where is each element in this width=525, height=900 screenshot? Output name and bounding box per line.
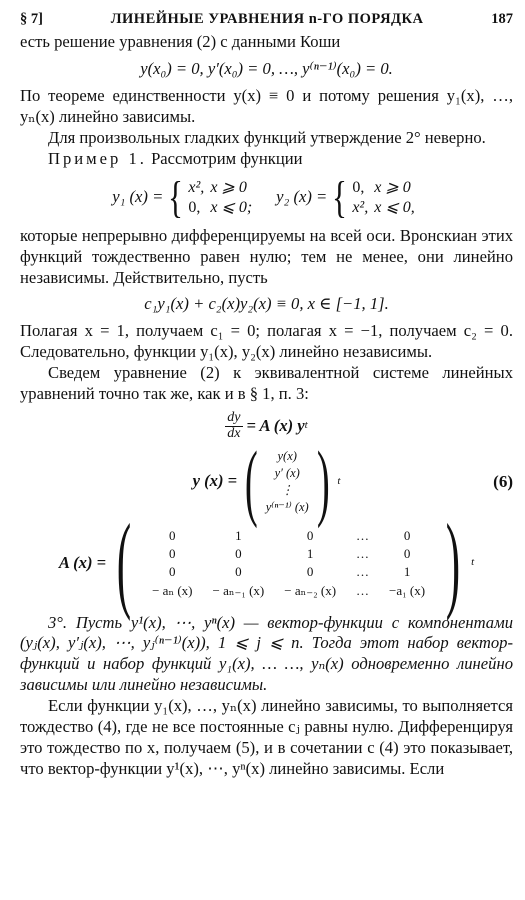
y1-case1-value: x², — [188, 178, 205, 196]
paragraph-2: По теореме единственности y(x) ≡ 0 и потому решения y₁(x), …, yₙ(x) линейно зависимы. — [20, 86, 513, 126]
right-paren: ) — [445, 503, 461, 623]
paragraph-1: есть решение уравнения (2) с данными Коши — [20, 32, 341, 52]
equation-piecewise — [20, 172, 513, 222]
page — [20, 10, 513, 780]
vector-entry: y⁽ⁿ⁻¹⁾ (x) — [265, 499, 309, 514]
matrix-cell: 1 — [403, 564, 411, 580]
matrix-cell: … — [356, 564, 370, 580]
paragraph-3: Для произвольных гладких функций утверждение 2° неверно. — [48, 127, 486, 147]
example-text: Рассмотрим функции — [151, 148, 303, 168]
column-vector — [266, 448, 309, 516]
equation-system — [20, 411, 513, 441]
equation-cauchy: y(x₀) = 0, y′(x₀) = 0, …, y⁽ⁿ⁻¹⁾(x₀) = 0. — [140, 59, 393, 79]
y1-case2-value: 0, — [188, 198, 201, 216]
matrix-cell: 0 — [169, 527, 176, 543]
matrix-cell: 0 — [235, 564, 242, 580]
matrix-cell: 0 — [403, 527, 411, 543]
matrix-cell: 1 — [306, 545, 314, 561]
theorem-3: 3°. Пусть y¹(x), ⋯, yⁿ(x) — вектор-функции с компонентами (yⱼ(x), y′ⱼ(x), ⋯, yⱼ⁽ⁿ⁻¹⁾(x)), 1 ⩽ j ⩽ n. Тогда этот набор вектор-функций и набор функций y₁(x), … …, yₙ(x) одновременно линейно зависимы или линейно независимы. — [20, 612, 513, 695]
left-paren: ( — [116, 503, 132, 623]
fraction-denominator: dx — [227, 425, 241, 441]
piecewise-y2 — [276, 172, 421, 222]
left-paren: ( — [244, 433, 258, 530]
paragraph-6: Сведем уравнение (2) к эквивалентной системе линейных уравнений точно так же, как и в § 1, п. 3: — [20, 363, 513, 404]
left-brace: { — [332, 172, 348, 222]
paragraph-7: Если функции y₁(x), …, yₙ(x) линейно зависимы, то выполняется тождество (4), где не все постоянные cⱼ равны нулю. Дифференцируя это тождество по x, получаем (5), и в сочетании с (4) это показывает, что вектор-функции y¹(x), ⋯, yⁿ(x) линейно зависимы. Если — [20, 696, 513, 778]
paragraph-4: которые непрерывно дифференцируемы на всей оси. Вронскиан этих функций тождественно равен нулю; тем не менее, они линейно независимы. Действительно, пусть — [20, 225, 513, 287]
system-rhs: = A (x) y — [246, 415, 305, 435]
running-title: ЛИНЕЙНЫЕ УРАВНЕНИЯ n-ГО ПОРЯДКА — [110, 11, 424, 27]
matrix-cell: 0 — [306, 527, 314, 543]
right-paren: ) — [316, 433, 330, 530]
matrix-cell: … — [356, 545, 370, 561]
y2-lhs: y₂ (x) = — [276, 187, 328, 207]
example-heading — [20, 149, 513, 170]
matrix-row — [142, 527, 435, 545]
matrix-cell: 0 — [403, 545, 411, 561]
matrix-lhs: A (x) = — [58, 552, 107, 572]
vector-entry: y′ (x) — [274, 465, 300, 480]
matrix-row — [142, 545, 435, 563]
matrix-row — [142, 563, 435, 581]
matrix-cell: 0 — [235, 545, 242, 561]
y1-case1-cond: x ⩾ 0 — [210, 178, 247, 196]
derivative-fraction — [225, 411, 242, 441]
matrix-cell: … — [356, 582, 370, 598]
vector-entry: ⋮ — [280, 482, 294, 497]
matrix-cell: − aₙ₋₁ (x) — [212, 582, 265, 598]
matrix-cell: − aₙ₋₂ (x) — [284, 582, 337, 598]
y2-case2-value: x², — [352, 198, 369, 216]
matrix-cell: 0 — [169, 545, 176, 561]
y2-case1-value: 0, — [352, 178, 365, 196]
matrix-row — [142, 582, 435, 600]
matrix-a — [142, 527, 435, 601]
transpose-mark: t — [471, 556, 475, 569]
y1-cases — [188, 178, 258, 218]
matrix-cell: … — [356, 527, 370, 543]
equation-number: (6) — [493, 472, 513, 492]
matrix-cell: 1 — [235, 527, 242, 543]
running-header — [20, 10, 513, 28]
y2-case2-cond: x ⩽ 0, — [374, 198, 415, 216]
piecewise-y1 — [112, 172, 258, 222]
transpose-mark: t — [337, 474, 341, 487]
y1-case2-cond: x ⩽ 0; — [210, 198, 253, 216]
section-mark: § 7] — [20, 11, 43, 27]
left-brace: { — [168, 172, 184, 222]
fraction-numerator: dy — [227, 409, 241, 425]
matrix-cell: 0 — [306, 564, 314, 580]
page-number: 187 — [491, 11, 513, 27]
matrix-cell: 0 — [169, 564, 176, 580]
vector-entry: y(x) — [277, 448, 297, 463]
equation-combination: c₁y₁(x) + c₂(x)y₂(x) ≡ 0, x ∈ [−1, 1]. — [144, 294, 389, 314]
eq6-lhs: y (x) = — [192, 471, 238, 491]
paragraph-5: Полагая x = 1, получаем c₁ = 0; полагая x = −1, получаем c₂ = 0. Следовательно, функции y₁(x), y₂(x) линейно независимы. — [20, 321, 513, 362]
y2-cases — [352, 178, 420, 218]
y1-lhs: y₁ (x) = — [112, 187, 164, 207]
matrix-cell: −a₁ (x) — [389, 582, 426, 598]
example-label: Пример 1. — [48, 148, 147, 168]
y2-case1-cond: x ⩾ 0 — [374, 178, 411, 196]
matrix-cell: − aₙ (x) — [152, 582, 193, 598]
system-sub: t — [304, 419, 308, 432]
